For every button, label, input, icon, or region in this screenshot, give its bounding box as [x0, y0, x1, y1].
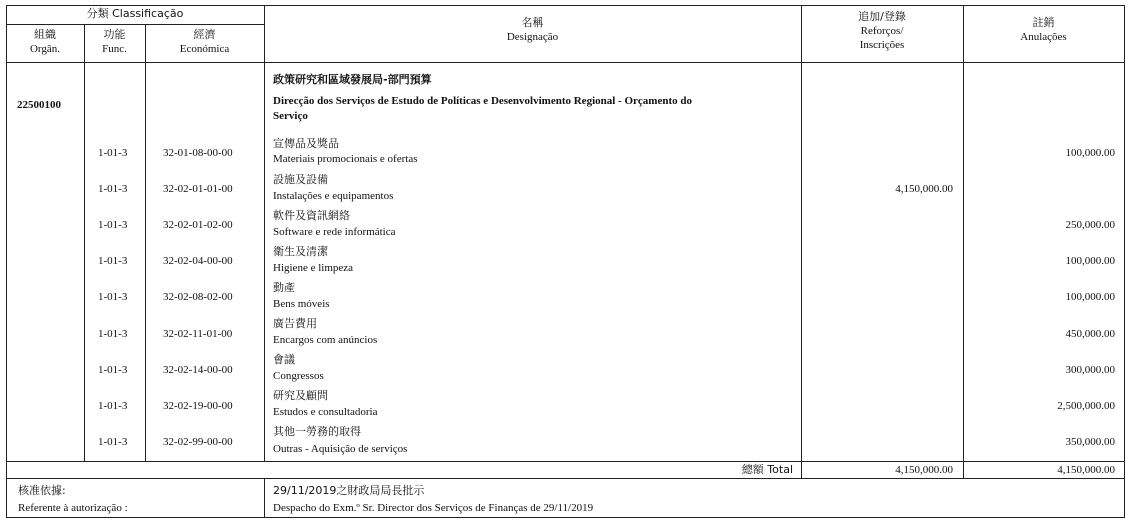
desig-reforcos-divider [801, 5, 802, 478]
anulacao-value: 100,000.00 [1065, 291, 1115, 303]
econ-header-zh: 經濟 [193, 28, 216, 41]
designation-zh: 設施及設備 [273, 173, 328, 186]
reforco-value: 4,150,000.00 [895, 183, 953, 195]
footer-divider [264, 478, 265, 517]
func-econ-divider [145, 24, 146, 461]
designation-pt: Outras - Aquisição de serviços [273, 443, 408, 455]
designation-zh: 衛生及清潔 [273, 245, 328, 258]
section-title-pt2: Serviço [273, 110, 308, 122]
organ-header [6, 28, 84, 56]
func-header [84, 28, 145, 56]
func-header-zh: 功能 [103, 28, 126, 41]
func-code: 1-01-3 [98, 147, 128, 159]
designation-pt: Instalações e equipamentos [273, 190, 394, 202]
designation-pt: Materiais promocionais e ofertas [273, 153, 418, 165]
authorization-value-pt: Despacho do Exm.º Sr. Director dos Serviços de Finanças de 29/11/2019 [273, 502, 594, 514]
designation-header-zh: 名稱 [521, 16, 544, 29]
econ-code: 32-01-08-00-00 [163, 147, 233, 159]
designation-pt: Estudos e consultadoria [273, 406, 378, 418]
authorization-label-zh: 核准依據: [18, 484, 66, 497]
econ-header [145, 28, 264, 56]
left-border [6, 5, 7, 517]
authorization-label-pt: Referente à autorização : [18, 502, 128, 514]
classification-header: 分類 Classificação [86, 7, 184, 20]
econ-code: 32-02-01-02-00 [163, 219, 233, 231]
reforcos-header-pt1: Reforços/ [860, 25, 904, 37]
designation-zh: 其他一勞務的取得 [273, 425, 361, 438]
designation-zh: 廣告費用 [273, 317, 317, 330]
designation-header [264, 16, 801, 44]
econ-code: 32-02-99-00-00 [163, 436, 233, 448]
designation-zh: 軟件及資訊網絡 [273, 209, 350, 222]
designation-pt: Encargos com anúncios [273, 334, 378, 346]
total-anulacao: 4,150,000.00 [1057, 464, 1115, 476]
designation-pt: Congressos [273, 370, 324, 382]
func-code: 1-01-3 [98, 183, 128, 195]
func-code: 1-01-3 [98, 219, 128, 231]
section-title-pt1: Direcção dos Serviços de Estudo de Políticas e Desenvolvimento Regional - Orçamento do [273, 95, 692, 107]
anulacao-value: 100,000.00 [1065, 147, 1115, 159]
reforcos-header-pt2: Inscrições [859, 39, 905, 51]
func-header-pt: Func. [102, 43, 127, 55]
designation-header-pt: Designação [506, 31, 559, 43]
econ-header-pt: Económica [179, 43, 230, 55]
designation-zh: 會議 [273, 353, 295, 366]
func-code: 1-01-3 [98, 255, 128, 267]
organ-header-pt: Orgân. [29, 43, 61, 55]
designation-zh: 研究及顧問 [273, 389, 328, 402]
econ-code: 32-02-01-01-00 [163, 183, 233, 195]
func-code: 1-01-3 [98, 400, 128, 412]
organ-code: 22500100 [17, 99, 61, 111]
econ-desig-divider [264, 5, 265, 461]
anulacoes-header-pt: Anulações [1020, 31, 1067, 43]
designation-pt: Higiene e limpeza [273, 262, 354, 274]
func-code: 1-01-3 [98, 328, 128, 340]
anulacao-value: 2,500,000.00 [1057, 400, 1115, 412]
organ-func-divider [84, 24, 85, 461]
func-code: 1-01-3 [98, 436, 128, 448]
designation-pt: Bens móveis [273, 298, 330, 310]
anulacao-value: 450,000.00 [1065, 328, 1115, 340]
econ-code: 32-02-08-02-00 [163, 291, 233, 303]
organ-header-zh: 組織 [34, 28, 56, 41]
footer-bottom-border [6, 517, 1125, 518]
anulacoes-header-zh: 註銷 [1032, 16, 1055, 29]
total-top-border [6, 461, 1125, 462]
func-code: 1-01-3 [98, 364, 128, 376]
anulacoes-header [963, 16, 1124, 44]
anulacao-value: 100,000.00 [1065, 255, 1115, 267]
anulacao-value: 350,000.00 [1065, 436, 1115, 448]
right-border [1124, 5, 1125, 517]
authorization-value-zh: 29/11/2019之財政局局長批示 [273, 484, 425, 497]
header-bottom-border [6, 62, 1125, 63]
econ-code: 32-02-19-00-00 [163, 400, 233, 412]
total-bottom-border [6, 478, 1125, 479]
designation-zh: 宣傳品及獎品 [273, 137, 339, 150]
reforcos-header [801, 10, 963, 52]
func-code: 1-01-3 [98, 291, 128, 303]
table-top-border [6, 5, 1125, 6]
econ-code: 32-02-11-01-00 [163, 328, 233, 340]
anulacao-value: 250,000.00 [1065, 219, 1115, 231]
designation-zh: 動產 [273, 281, 295, 294]
econ-code: 32-02-04-00-00 [163, 255, 233, 267]
designation-pt: Software e rede informática [273, 226, 396, 238]
section-title-zh: 政策研究和區域發展局-部門預算 [273, 73, 432, 86]
reforcos-header-zh: 追加/登錄 [858, 10, 906, 23]
total-reforco: 4,150,000.00 [895, 464, 953, 476]
anulacao-value: 300,000.00 [1065, 364, 1115, 376]
econ-code: 32-02-14-00-00 [163, 364, 233, 376]
classification-divider [6, 24, 264, 25]
total-label: 總額 Total [741, 463, 793, 476]
